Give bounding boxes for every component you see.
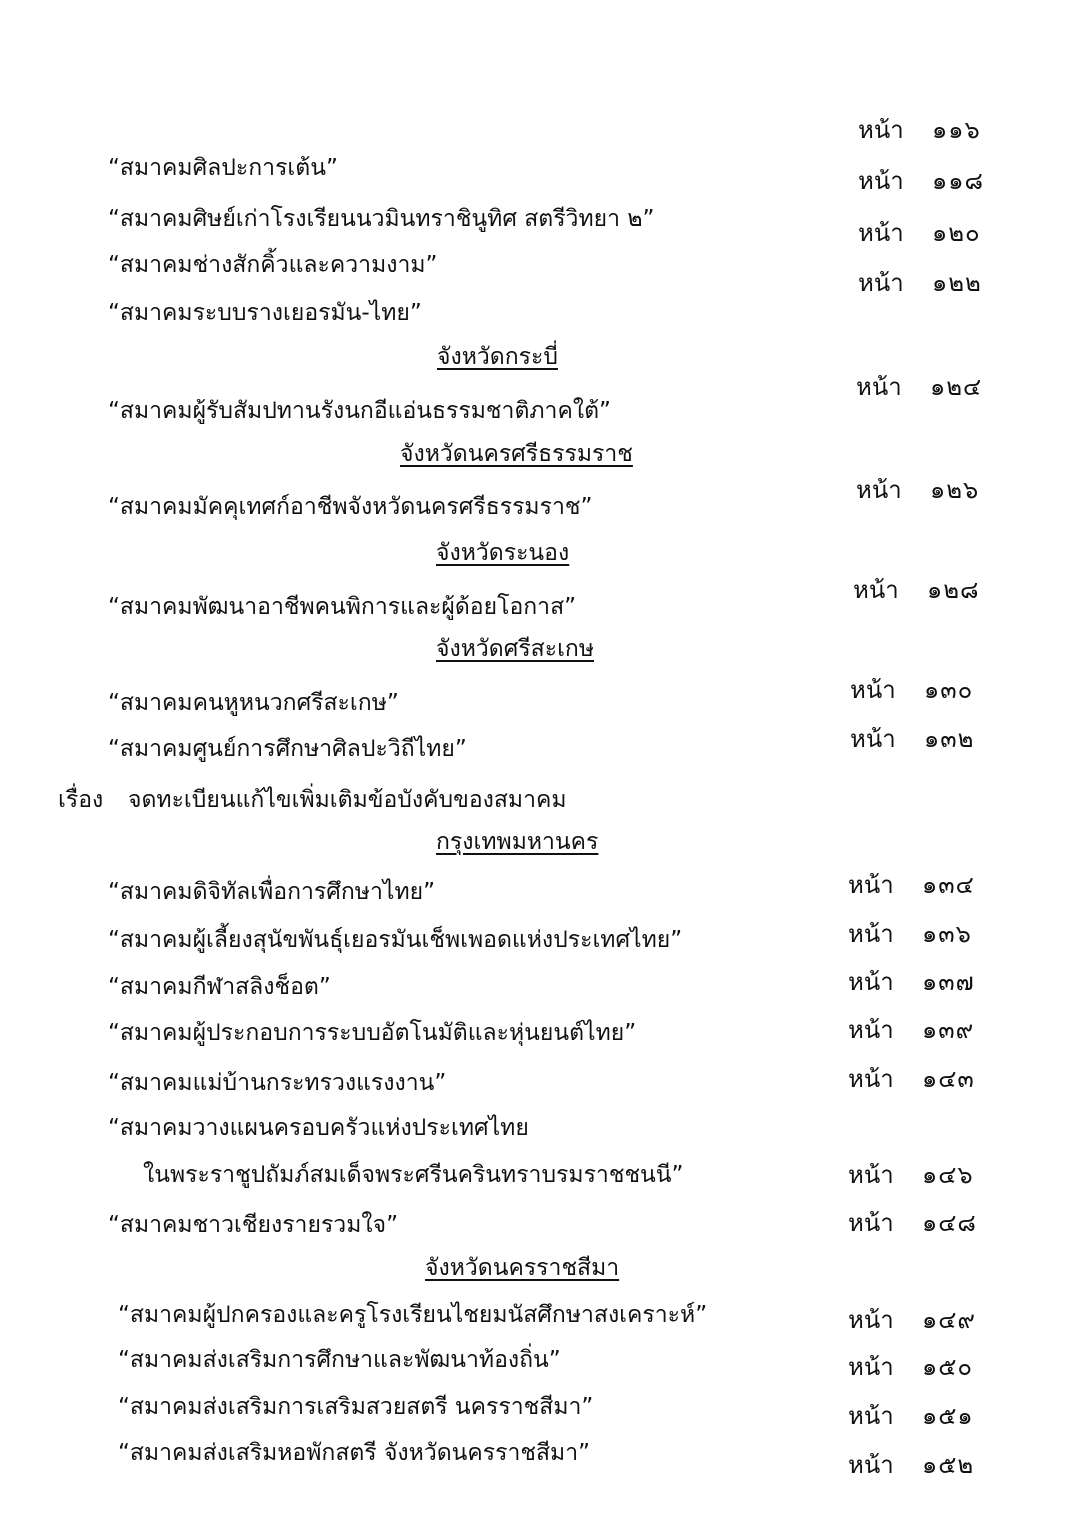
page-number: ๑๔๖ — [922, 1161, 974, 1189]
entry-bird-nest-association: “สมาคมผู้รับสัมปทานรังนกอีแอ่นธรรมชาติภาคใต้” — [108, 398, 611, 424]
page-number: ๑๕๑ — [922, 1402, 974, 1430]
section-heading-bangkok: กรุงเทพมหานคร — [436, 829, 599, 855]
entry-beauty-promotion-association: “สมาคมส่งเสริมการเสริมสวยสตรี นครราชสีมา” — [118, 1394, 594, 1420]
page-label: หน้า — [848, 1209, 894, 1237]
page-number: ๑๓๙ — [922, 1016, 975, 1044]
page-label: หน้า — [848, 968, 894, 996]
entry-german-thai-rail-association: “สมาคมระบบรางเยอรมัน-ไทย” — [108, 300, 422, 326]
page-label: หน้า — [848, 1065, 894, 1093]
page-number: ๑๒๐ — [932, 219, 981, 247]
page-label: หน้า — [848, 871, 894, 899]
entry-slingshot-sport-association: “สมาคมกีฬาสลิงช็อต” — [108, 974, 331, 1000]
section-heading-sisaket: จังหวัดศรีสะเกษ — [436, 636, 595, 662]
page-number: ๑๓๔ — [922, 871, 975, 899]
subject-label: เรื่อง — [58, 787, 104, 813]
page-number: ๑๔๓ — [922, 1065, 975, 1093]
section-heading-nakhon-si-thammarat: จังหวัดนครศรีธรรมราช — [400, 441, 633, 467]
page-number: ๑๒๘ — [927, 576, 980, 604]
entry-family-planning-association: “สมาคมวางแผนครอบครัวแห่งประเทศไทย — [108, 1115, 529, 1141]
page-label: หน้า — [850, 676, 896, 704]
page-number: ๑๕๐ — [922, 1353, 974, 1381]
entry-digital-education-association: “สมาคมดิจิทัลเพื่อการศึกษาไทย” — [108, 879, 435, 905]
page-number: ๑๓๖ — [922, 920, 972, 948]
page-label: หน้า — [858, 116, 904, 144]
page-label: หน้า — [850, 725, 896, 753]
entry-eyebrow-tattoo-association: “สมาคมช่างสักคิ้วและความงาม” — [108, 252, 438, 278]
page-number: ๑๒๖ — [930, 476, 980, 504]
page-number: ๑๑๘ — [932, 167, 984, 195]
page-label: หน้า — [856, 476, 902, 504]
section-heading-krabi: จังหวัดกระบี่ — [437, 344, 558, 370]
page-label: หน้า — [858, 219, 904, 247]
entry-nawamin-alumni-association: “สมาคมศิษย์เก่าโรงเรียนนวมินทราชินูทิศ สตรีวิทยา ๒” — [108, 206, 655, 232]
page-number: ๑๒๔ — [930, 373, 983, 401]
page-label: หน้า — [856, 373, 902, 401]
entry-tour-guide-association: “สมาคมมัคคุเทศก์อาชีพจังหวัดนครศรีธรรมราช” — [108, 494, 593, 520]
page-number: ๑๕๒ — [922, 1451, 975, 1479]
entry-local-education-association: “สมาคมส่งเสริมการศึกษาและพัฒนาท้องถิ่น” — [118, 1347, 561, 1373]
page-label: หน้า — [858, 269, 904, 297]
subject-text: จดทะเบียนแก้ไขเพิ่มเติมข้อบังคับของสมาคม — [128, 787, 567, 813]
entry-thai-art-education-association: “สมาคมศูนย์การศึกษาศิลปะวิถีไทย” — [108, 736, 467, 762]
entry-german-shepherd-association: “สมาคมผู้เลี้ยงสุนัขพันธุ์เยอรมันเช็พเพอดแห่งประเทศไทย” — [108, 927, 683, 953]
page-label: หน้า — [848, 1353, 894, 1381]
page-label: หน้า — [848, 920, 894, 948]
page-label: หน้า — [848, 1161, 894, 1189]
entry-family-planning-association-cont: ในพระราชูปถัมภ์สมเด็จพระศรีนครินทราบรมราชชนนี” — [143, 1162, 684, 1188]
page-number: ๑๔๘ — [922, 1209, 977, 1237]
entry-dance-association: “สมาคมศิลปะการเต้น” — [108, 155, 338, 181]
page-label: หน้า — [848, 1306, 894, 1334]
page-label: หน้า — [853, 576, 899, 604]
page-number: ๑๓๒ — [924, 725, 975, 753]
page-number: ๑๑๖ — [932, 116, 981, 144]
page-label: หน้า — [848, 1451, 894, 1479]
page-label: หน้า — [848, 1016, 894, 1044]
entry-women-dormitory-association: “สมาคมส่งเสริมหอพักสตรี จังหวัดนครราชสีมา” — [118, 1440, 591, 1466]
page-number: ๑๓๐ — [924, 676, 974, 704]
page-label: หน้า — [858, 167, 904, 195]
entry-labour-housewives-association: “สมาคมแม่บ้านกระทรวงแรงงาน” — [108, 1070, 447, 1096]
entry-disabled-career-association: “สมาคมพัฒนาอาชีพคนพิการและผู้ด้อยโอกาส” — [108, 594, 577, 620]
entry-chaimanat-school-association: “สมาคมผู้ปกครองและครูโรงเรียนไชยมนัสศึกษาสงเคราะห์” — [118, 1302, 708, 1328]
page-number: ๑๓๗ — [922, 968, 975, 996]
page-label: หน้า — [848, 1402, 894, 1430]
section-heading-ranong: จังหวัดระนอง — [436, 540, 570, 566]
entry-chiang-rai-association: “สมาคมชาวเชียงรายรวมใจ” — [108, 1212, 398, 1238]
entry-automation-robotics-association: “สมาคมผู้ประกอบการระบบอัตโนมัติและหุ่นยนต์ไทย” — [108, 1020, 637, 1046]
section-heading-nakhon-ratchasima: จังหวัดนครราชสีมา — [425, 1255, 620, 1281]
entry-deaf-sisaket-association: “สมาคมคนหูหนวกศรีสะเกษ” — [108, 690, 399, 716]
page-number: ๑๒๒ — [932, 269, 982, 297]
page-number: ๑๔๙ — [922, 1306, 976, 1334]
